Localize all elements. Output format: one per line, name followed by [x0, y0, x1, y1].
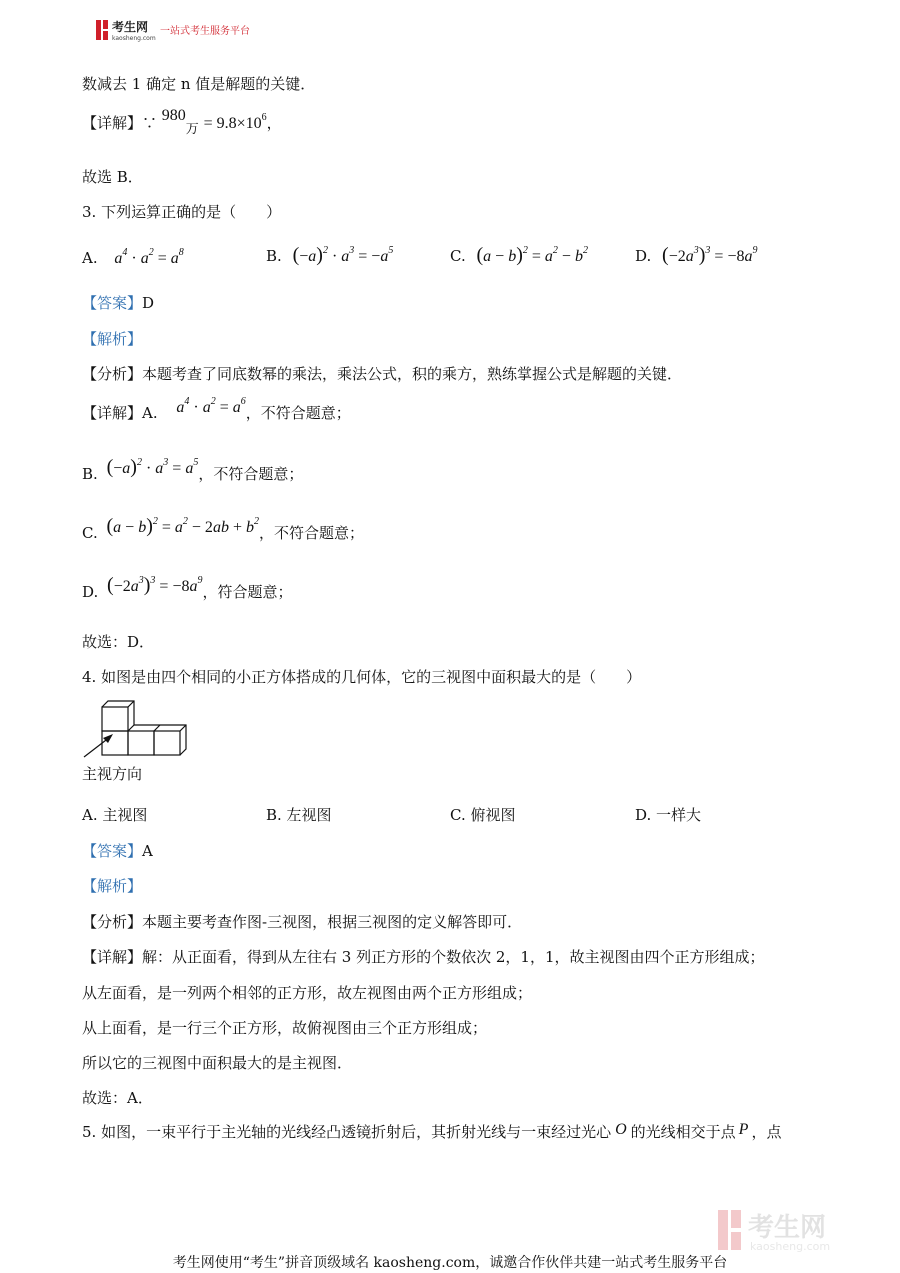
detail-line — [82, 107, 282, 137]
q4-detail: 【详解】解：从正面看，得到从左往右 3 列正方形的个数依次 2，1，1，故主视图由四个正方形组成； — [82, 948, 765, 966]
q4-analysis-tag: 【解析】 — [82, 877, 143, 895]
text-line: 数减去 1 确定 n 值是解题的关键． — [82, 75, 316, 93]
logo-domain-text: kaosheng.com — [112, 35, 156, 42]
logo-brand-text: 考生网 — [112, 20, 149, 34]
q4-answer: 【答案】A — [82, 842, 153, 860]
detail-tag: 【详解】∵ — [82, 114, 158, 132]
q4-option-c: C. 俯视图 — [450, 806, 516, 824]
logo-slogan-text: 一站式考生服务平台 — [160, 26, 250, 37]
comma: ， — [266, 114, 282, 132]
q4-fenxi: 【分析】本题主要考查作图-三视图，根据三视图的定义解答即可． — [82, 913, 523, 931]
q3-analysis-tag: 【解析】 — [82, 330, 143, 348]
q3-answer: 【答案】D — [82, 294, 155, 312]
cube-figure — [82, 697, 202, 763]
q3-option-a: A. $a^4 \cdot a^2 = a^8$ — [82, 247, 184, 267]
q4-final: 故选：A． — [82, 1089, 153, 1107]
q3-detail-b: B. $(-a)^2 \cdot a^3 = a^5$，不符合题意； — [82, 456, 304, 483]
choice-line: 故选 B． — [82, 168, 143, 186]
figure-caption: 主视方向 — [82, 765, 143, 783]
q4-option-d: D. 一样大 — [635, 806, 702, 824]
question-5-stem: 5. 如图，一束平行于主光轴的光线经凸透镜折射后，其折射光线与一束经过光心 O 的光线相交于点 P ，点 — [82, 1121, 782, 1141]
sci-notation: = $9.8\times 10^6$ — [203, 112, 267, 132]
q3-fenxi: 【分析】本题考查了同底数幂的乘法，乘法公式，积的乘方，熟练掌握公式是解题的关键． — [82, 365, 683, 383]
question-4-stem: 4. 如图是由四个相同的小正方体搭成的几何体，它的三视图中面积最大的是（ ） — [82, 668, 642, 686]
unit-wan: 万 — [185, 122, 199, 137]
q3-option-b: B. $(-a)^2 \cdot a^3 = -a^5$ — [266, 244, 394, 266]
q4-left-view: 从左面看，是一列两个相邻的正方形，故左视图由两个正方形组成； — [82, 984, 533, 1002]
watermark-brand: 考生网 — [748, 1213, 827, 1243]
brand-logo — [95, 18, 270, 42]
q3-detail-c: C. $(a - b)^2 = a^2 - 2ab + b^2$，不符合题意； — [82, 515, 364, 542]
page-footer: 考生网使用“考生”拼音顶级域名 kaosheng.com，诚邀合作伙伴共建一站式考生服务平台 — [172, 1255, 728, 1271]
q3-final: 故选：D． — [82, 633, 155, 651]
q4-option-b: B. 左视图 — [266, 806, 332, 824]
watermark-logo — [716, 1206, 886, 1254]
q3-option-c: C. $(a - b)^2 = a^2 - b^2$ — [450, 244, 588, 266]
q4-option-a: A. 主视图 — [82, 806, 148, 824]
q3-detail-d: D. $(-2a^3)^3 = -8a^9$，符合题意； — [82, 574, 293, 601]
q3-detail-a: 【详解】A. $a^4 \cdot a^2 = a^6$，不符合题意； — [82, 396, 351, 422]
q4-conclusion: 所以它的三视图中面积最大的是主视图． — [82, 1054, 353, 1072]
watermark-domain: kaosheng.com — [750, 1240, 831, 1253]
q4-top-view: 从上面看，是一行三个正方形，故俯视图由三个正方形组成； — [82, 1019, 488, 1037]
question-3-stem: 3. 下列运算正确的是（ ） — [82, 203, 282, 221]
q3-option-d: D. $(-2a^3)^3 = -8a^9$ — [635, 244, 758, 266]
number-980: 980 — [161, 107, 186, 124]
